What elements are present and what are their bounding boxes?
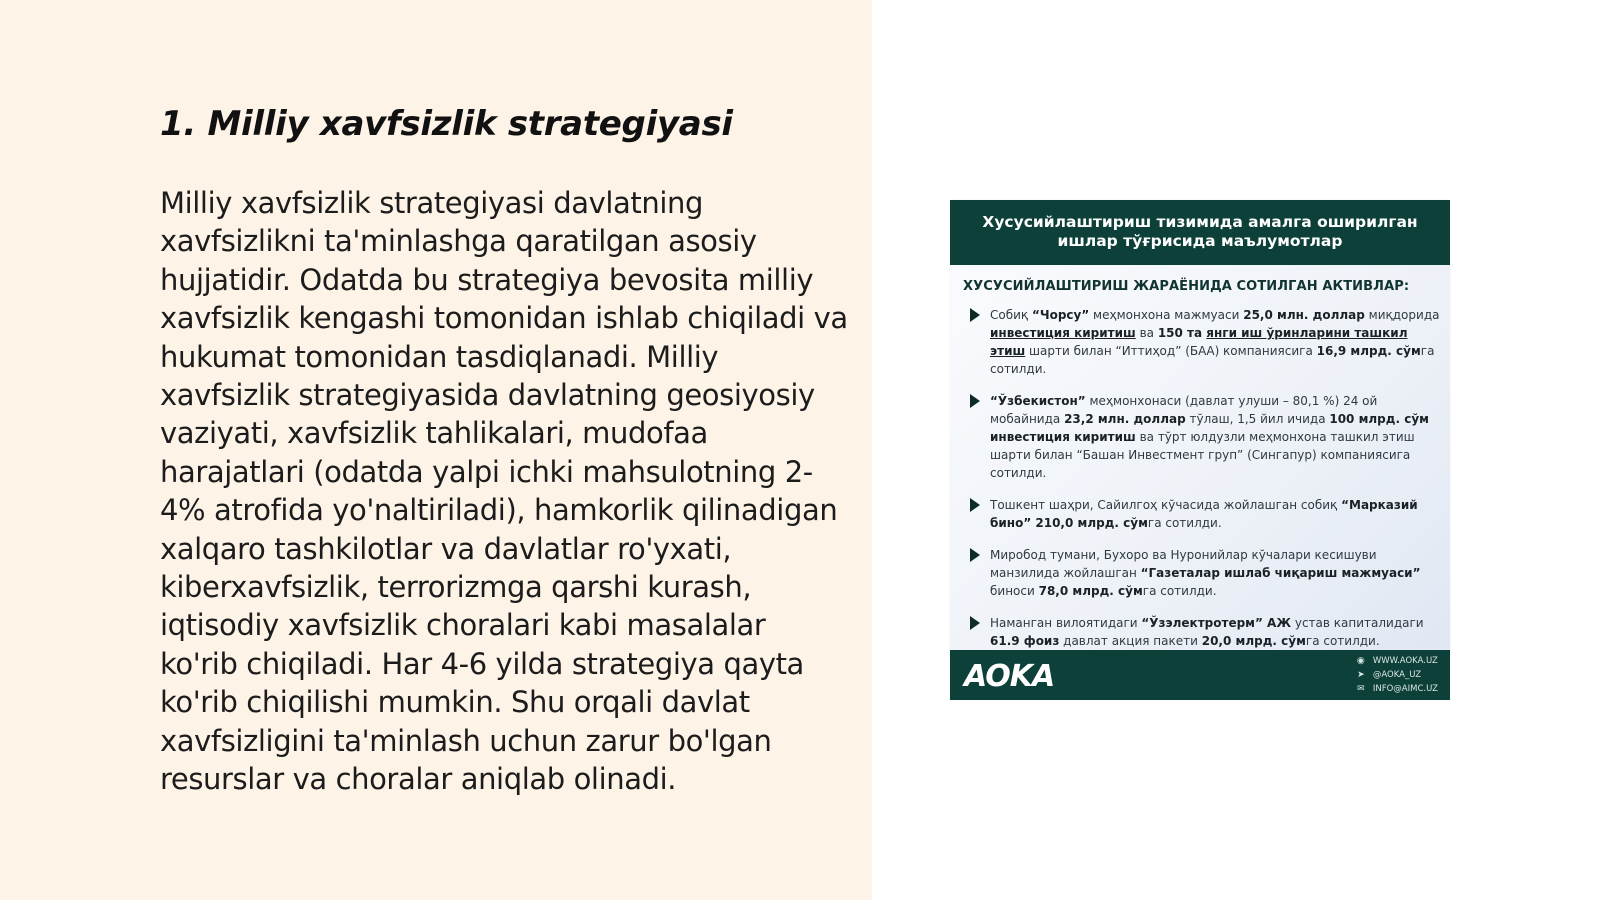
aoka-logo: AOKA (964, 659, 1055, 694)
list-item: Тошкент шаҳри, Сайилгоҳ кўчасида жойлашган собиқ “Марказий бино” 210,0 млрд. сўмга сотилди. (966, 496, 1444, 532)
contact-email: ✉ INFO@AIMC.UZ (1355, 682, 1438, 696)
triangle-bullet-icon (970, 616, 980, 630)
card-subheading: ХУСУСИЙЛАШТИРИШ ЖАРАЁНИДА СОТИЛГАН АКТИВЛАР: (963, 279, 1410, 294)
list-item: “Ўзбекистон” меҳмонхонаси (давлат улуши – 80,1 %) 24 ой мобайнида 23,2 млн. доллар тўлаш, 1,5 йил ичида 100 млрд. сўм инвестиция киритиш ва тўрт юлдузли меҳмонхона ташкил этиш шарти билан “Башан Инвестмент груп” (Сингапур) компаниясига сотилди. (966, 392, 1444, 482)
privatization-info-card (950, 200, 1450, 700)
card-header-line: Хусусийлаштириш тизимида амалга оширилган (982, 213, 1418, 231)
card-header-line: ишлар тўғрисида маълумотлар (1057, 232, 1343, 250)
triangle-bullet-icon (970, 394, 980, 408)
list-item: Наманган вилоятидаги “Ўзэлектротерм” АЖ устав капиталидаги 61.9 фоиз давлат акция пакети 20,0 млрд. сўмга сотилди. (966, 614, 1444, 650)
list-item: Собиқ “Чорсу” меҳмонхона мажмуаси 25,0 млн. доллар миқдорида инвестиция киритиш ва 150 та янги иш ўринларини ташкил этиш шарти билан “Иттиҳод” (БАА) компаниясига 16,9 млрд. сўмга сотилди. (966, 306, 1444, 378)
slide-body-text: Milliy xavfsizlik strategiyasi davlatning xavfsizlikni ta'minlashga qaratilgan asosiy hujjatidir. Odatda bu strategiya bevosita milliy xavfsizlik kengashi tomonidan ishlab chiqiladi va hukumat tomonidan tasdiqlanadi. Milliy xavfsizlik strategiyasida davlatning geosiyosiy vaziyati, xavfsizlik tahlikalari, mudofaa harajatlari (odatda yalpi ichki mahsulotning 2-4% atrofida yo'naltiriladi), hamkorlik qilinadigan xalqaro tashkilotlar va davlatlar ro'yxati, kiberxavfsizlik, terrorizmga qarshi kurash, iqtisodiy xavfsizlik choralari kabi masalalar ko'rib chiqiladi. Har 4-6 yilda strategiya qayta ko'rib chiqilishi mumkin. Shu orqali davlat xavfsizligini ta'minlash uchun zarur bo'lgan resurslar va choralar aniqlab olinadi. (160, 186, 848, 797)
triangle-bullet-icon (970, 308, 980, 322)
card-footer (950, 650, 1450, 700)
triangle-bullet-icon (970, 548, 980, 562)
mail-icon: ✉ (1357, 684, 1365, 694)
slide-title: 1. Milliy xavfsizlik strategiyasi (160, 104, 733, 144)
list-item: Миробод тумани, Бухоро ва Нуронийлар кўчалари кесишуви манзилида жойлашган “Газеталар ишлаб чиқариш мажмуаси” биноси 78,0 млрд. сўмга сотилди. (966, 546, 1444, 600)
telegram-icon: ➤ (1357, 670, 1365, 680)
contact-website: ◉ WWW.AOKA.UZ (1355, 654, 1438, 668)
contact-list (1355, 654, 1438, 696)
triangle-bullet-icon (970, 498, 980, 512)
contact-telegram: ➤ @AOKA_UZ (1355, 668, 1438, 682)
card-header (950, 200, 1450, 265)
globe-icon: ◉ (1356, 656, 1365, 666)
assets-list (950, 302, 1450, 650)
